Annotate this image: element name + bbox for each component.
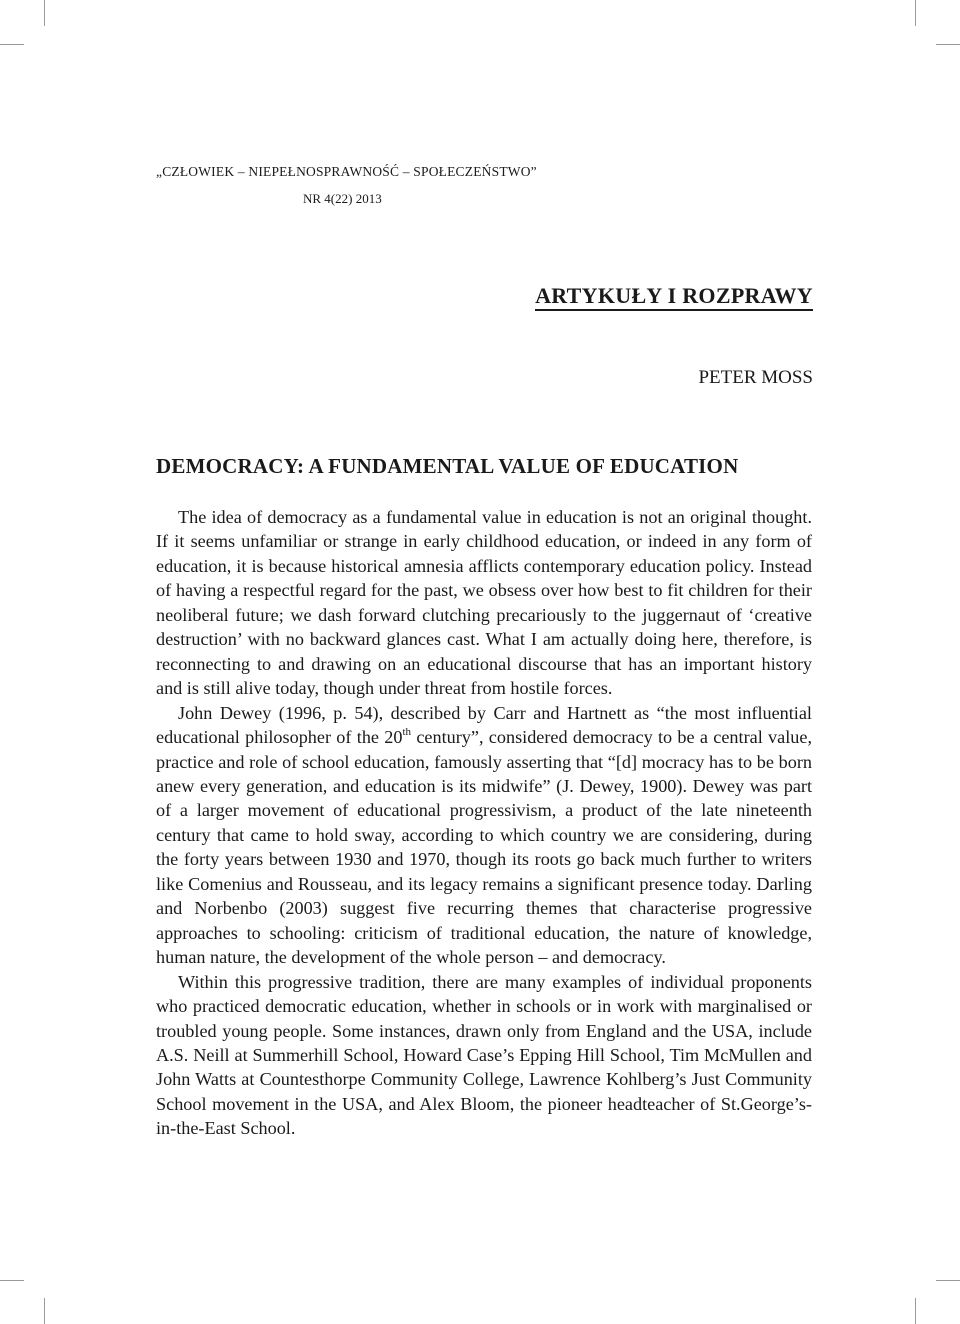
crop-mark-top-right-h: [936, 44, 960, 45]
crop-mark-bottom-left: [44, 1298, 45, 1324]
crop-mark-top-left: [44, 0, 45, 26]
crop-mark-top-right: [915, 0, 916, 26]
article-body: [156, 505, 812, 1141]
article-title: DEMOCRACY: A FUNDAMENTAL VALUE OF EDUCATION: [156, 454, 739, 478]
crop-mark-top-left-h: [0, 44, 24, 45]
section-title: ARTYKUŁY I ROZPRAWY: [535, 284, 813, 311]
issue-number: NR 4(22) 2013: [303, 191, 382, 206]
journal-running-head: „CZŁOWIEK – NIEPEŁNOSPRAWNOŚĆ – SPOŁECZEŃSTWO”: [156, 164, 537, 179]
crop-mark-bottom-right-h: [936, 1280, 960, 1281]
paragraph-1: The idea of democracy as a fundamental value in education is not an original thought. If it seems unfamiliar or strange in early childhood education, or indeed in any form of education, it is because historical amnesia afflicts contemporary education policy. Instead of having a respectful regard for the past, we obsess over how best to fit children for their neoliberal future; we dash forward clutching precariously to the juggernaut of ‘creative destruction’ with no backward glances cast. What I am actually doing here, therefore, is reconnecting to and drawing on an educational discourse that has an important history and is still alive today, though under threat from hostile forces.: [156, 507, 812, 699]
crop-mark-bottom-left-h: [0, 1280, 24, 1281]
crop-mark-bottom-right: [915, 1298, 916, 1324]
article-author: PETER MOSS: [698, 367, 813, 388]
paragraph-3: Within this progressive tradition, there are many examples of individual proponents who practiced democratic education, whether in schools or in work with marginalised or troubled young people. Some instances, drawn only from England and the USA, include A.S. Neill at Summerhill School, Howard Case’s Epping Hill School, Tim McMullen and John Watts at Countesthorpe Community College, Lawrence Kohlberg’s Just Community School movement in the USA, and Alex Bloom, the pioneer headteacher of St.George’s-in-the-East School.: [156, 971, 812, 1139]
paragraph-2-text-a: John Dewey (1996, p. 54), described by Carr and Hartnett as “the most influential educational philosopher of the 20: [156, 702, 812, 748]
ordinal-suffix: th: [402, 726, 412, 739]
paragraph-2: [156, 701, 812, 970]
paragraph-2-text-b: century”, considered democracy to be a central value, practice and role of school education, famously asserting that “[d] mocracy has to be born anew every generation, and education is its midwife” (J. Dewey, 1900). Dewey was part of a larger movement of educational progressivism, a product of the late nineteenth century that came to hold sway, according to which country we are considering, during the forty years between 1930 and 1970, though its roots go back much further to writers like Comenius and Rousseau, and its legacy remains a significant presence today. Darling and Norbenbo (2003) suggest five recurring themes that characterise progressive approaches to schooling: criticism of traditional education, the nature of knowledge, human nature, the development of the whole person – and democracy.: [156, 727, 812, 968]
